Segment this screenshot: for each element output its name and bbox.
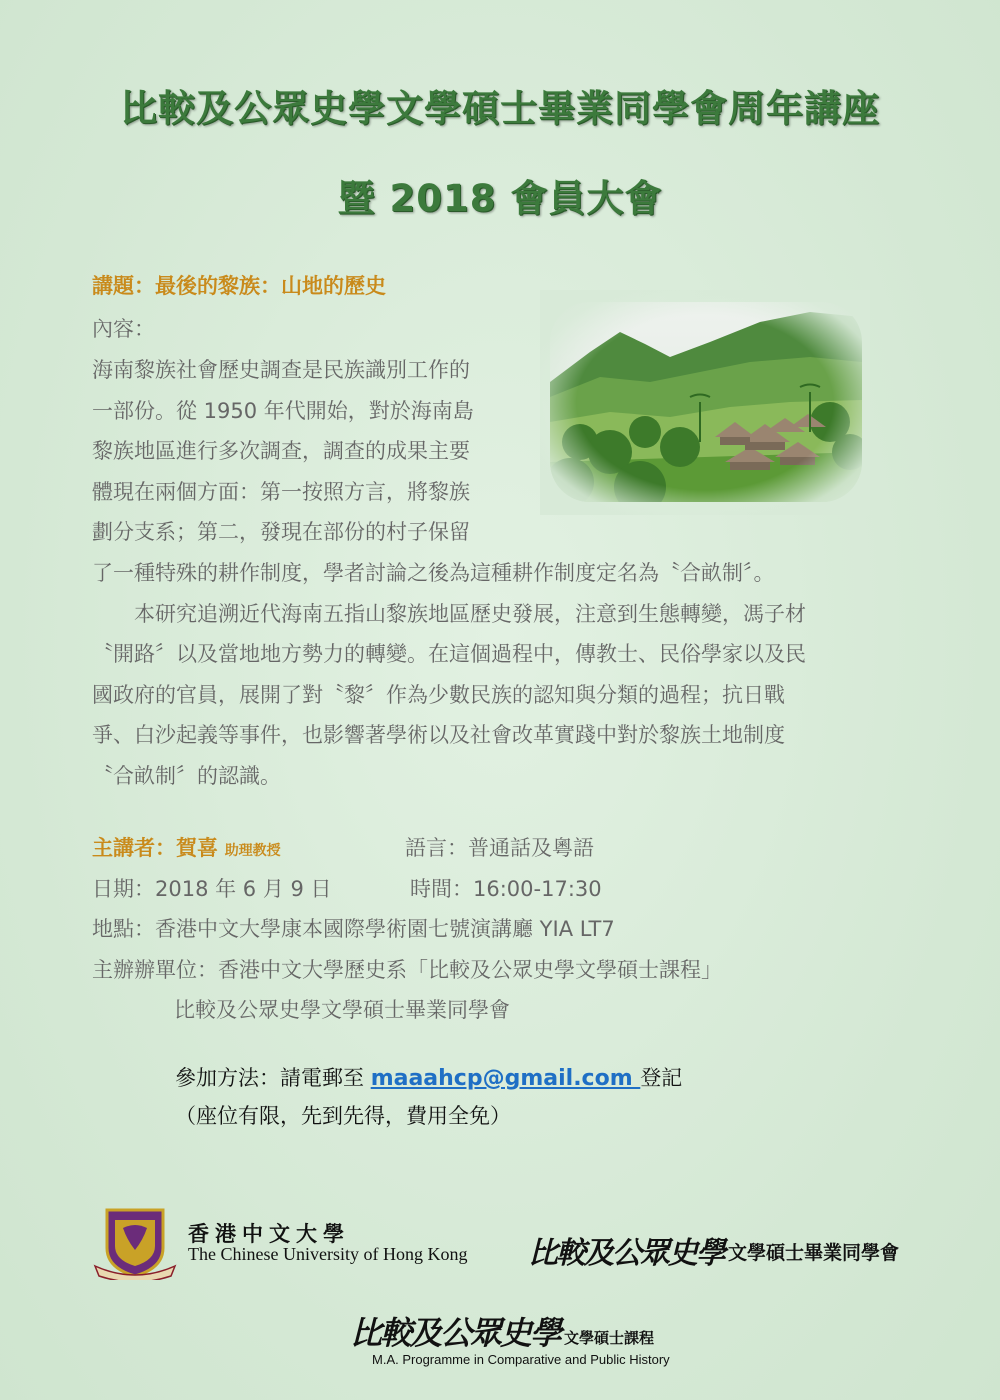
date-info: 日期：2018 年 6 月 9 日: [92, 877, 332, 901]
lecture-topic: 講題：最後的黎族：山地的歷史: [92, 274, 386, 298]
abstract-line: 一部份。從 1950 年代開始，對於海南島: [92, 398, 474, 423]
speaker-row: [92, 832, 281, 862]
abstract-line: 〝合畝制〞的認識。: [92, 763, 281, 788]
programme-english-name: M.A. Programme in Comparative and Public History: [372, 1352, 670, 1367]
cuhk-english-name: The Chinese University of Hong Kong: [188, 1244, 468, 1264]
village-landscape-photo: [540, 290, 870, 515]
registration-suffix: 登記: [640, 1066, 683, 1090]
speaker-title: 助理教授: [224, 843, 281, 859]
registration-line: [175, 1062, 682, 1092]
abstract-line: 海南黎族社會歷史調查是民族識別工作的: [92, 358, 470, 382]
venue-info: 地點：香港中文大學康本國際學術園七號演講廳 YIA LT7: [92, 917, 615, 941]
language-info: 語言：普通話及粵語: [405, 836, 594, 860]
abstract-line: 劃分支系；第二，發現在部份的村子保留: [92, 520, 470, 544]
abstract-line: 體現在兩個方面：第一按照方言，將黎族: [92, 479, 470, 504]
abstract-line: 黎族地區進行多次調查，調查的成果主要: [92, 439, 470, 463]
abstract-line: 了一種特殊的耕作制度，學者討論之後為這種耕作制度定名為〝合畝制〞。: [92, 561, 775, 585]
abstract-line: 國政府的官員，展開了對〝黎〞作為少數民族的認知與分類的過程；抗日戰: [92, 682, 785, 707]
abstract-paragraph-narrow: [92, 350, 532, 553]
cuhk-crest-logo: [93, 1206, 177, 1280]
abstract-line: 本研究追溯近代海南五指山黎族地區歷史發展，注意到生態轉變，馮子材: [134, 601, 806, 626]
programme-name: 文學碩士課程: [564, 1329, 655, 1347]
poster-subtitle: 暨 2018 會員大會: [337, 177, 663, 220]
organizer-info-2: 比較及公眾史學文學碩士畢業同學會: [174, 998, 510, 1022]
cuhk-chinese-name: 香港中文大學: [188, 1221, 350, 1246]
alumni-association-name: 文學碩士畢業同學會: [728, 1242, 900, 1264]
programme-calligraphy-logo: 比較及公眾史學: [350, 1314, 561, 1352]
time-info: 時間：16:00-17:30: [410, 877, 602, 901]
registration-note: （座位有限，先到先得，費用全免）: [175, 1104, 511, 1128]
abstract-line: 爭、白沙起義等事件，也影響著學術以及社會改革實踐中對於黎族土地制度: [92, 723, 785, 747]
content-label: 內容：: [92, 317, 155, 341]
abstract-paragraph-wide: [92, 553, 912, 796]
alumni-calligraphy-logo: 比較及公眾史學: [528, 1236, 724, 1271]
organizer-info: 主辦辦單位：香港中文大學歷史系「比較及公眾史學文學碩士課程」: [92, 958, 722, 982]
email-link[interactable]: maaahcp@gmail.com: [370, 1066, 641, 1091]
poster-title: 比較及公眾史學文學碩士畢業同學會周年講座: [120, 87, 880, 130]
registration-prefix: 參加方法：請電郵至: [175, 1066, 371, 1090]
speaker-label: 主講者：賀喜: [92, 836, 218, 860]
abstract-line: 〝開路〞以及當地地方勢力的轉變。在這個過程中，傳教士、民俗學家以及民: [92, 642, 806, 666]
